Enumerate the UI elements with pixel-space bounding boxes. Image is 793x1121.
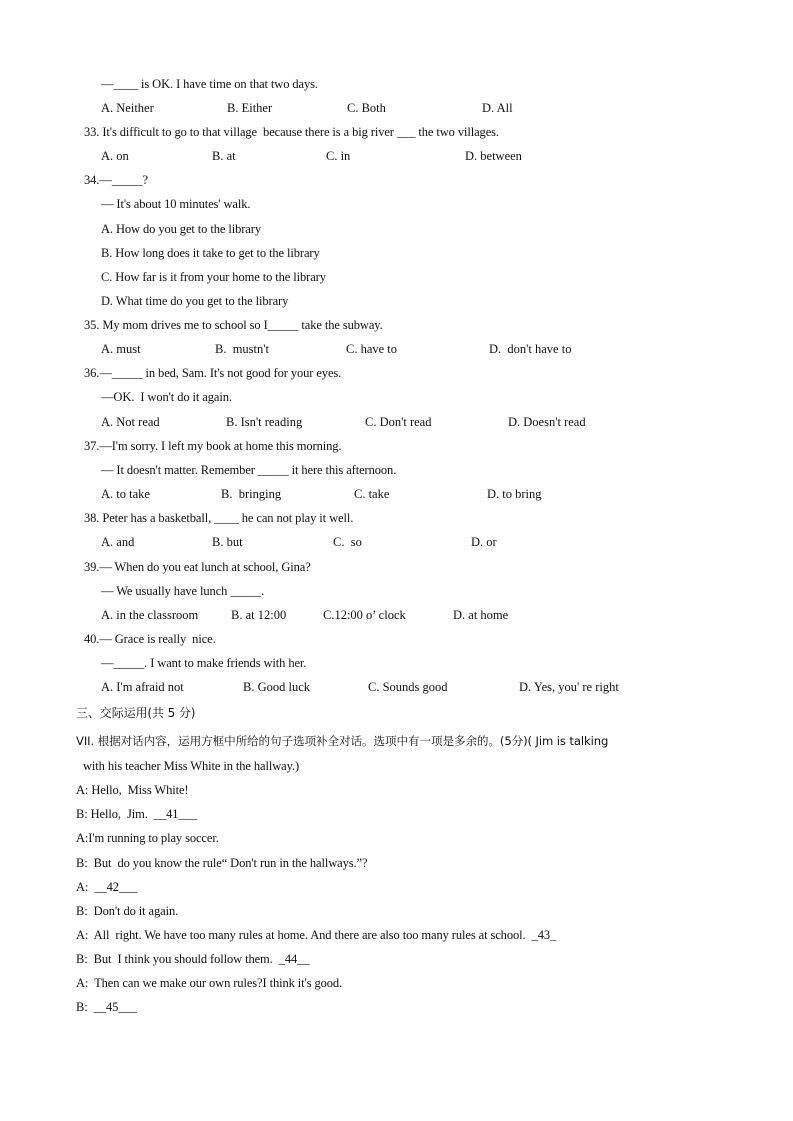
q39-option-a: A. in the classroom xyxy=(101,608,199,622)
q39-option-c: C.12:00 o’ clock xyxy=(323,608,406,622)
section-instruction-line-1: VII. 根据对话内容，运用方框中所给的句子选项补全对话。选项中有一项是多余的。(5分)( Jim is talking xyxy=(76,734,609,748)
q32-option-d: D. All xyxy=(482,101,513,115)
q35-option-d: D. don't have to xyxy=(489,342,572,356)
q38-option-b: B. but xyxy=(212,535,243,549)
q40-option-d: D. Yes, you' re right xyxy=(519,680,619,694)
q39-reply: — We usually have lunch _____. xyxy=(101,584,265,598)
answer-blank-45[interactable]: __45___ xyxy=(93,1000,137,1014)
q33-option-d: D. between xyxy=(465,149,522,163)
dialogue-line: B: Hello, Jim. __41___ xyxy=(76,807,197,821)
q39-option-d: D. at home xyxy=(453,608,509,622)
dialogue-line: B: __45___ xyxy=(76,1000,137,1014)
q40-reply: —_____. I want to make friends with her. xyxy=(101,656,307,670)
q36-stem: 36.—_____ in bed, Sam. It's not good for your eyes. xyxy=(84,366,342,380)
q37-option-b: B. bringing xyxy=(221,487,282,501)
q33-option-a: A. on xyxy=(101,149,129,163)
q37-option-c: C. take xyxy=(354,487,390,501)
q36-option-d: D. Doesn't read xyxy=(508,415,586,429)
dialogue-line: B: But do you know the rule“ Don't run in the hallways.”? xyxy=(76,856,368,870)
q40-option-a: A. I'm afraid not xyxy=(101,680,184,694)
q33-stem: 33. It's difficult to go to that village because there is a big river ___ the two villages. xyxy=(84,125,499,139)
q37-reply: — It doesn't matter. Remember _____ it here this afternoon. xyxy=(101,463,397,477)
q32-option-c: C. Both xyxy=(347,101,386,115)
answer-blank-43[interactable]: _43_ xyxy=(531,928,557,942)
q38-option-c: C. so xyxy=(333,535,362,549)
answer-blank-44[interactable]: _44__ xyxy=(278,952,310,966)
q32-option-b: B. Either xyxy=(227,101,273,115)
q35-stem: 35. My mom drives me to school so I_____ take the subway. xyxy=(84,318,383,332)
q32-answer-line: —____ is OK. I have time on that two days. xyxy=(101,77,318,91)
dialogue-line: B: But I think you should follow them. _44__ xyxy=(76,952,310,966)
q40-option-c: C. Sounds good xyxy=(368,680,448,694)
q34-option-a: A. How do you get to the library xyxy=(101,222,261,236)
q38-option-a: A. and xyxy=(101,535,135,549)
section-instruction-line-2: with his teacher Miss White in the hallway.) xyxy=(83,759,300,773)
q34-option-c: C. How far is it from your home to the library xyxy=(101,270,326,284)
q34-option-b: B. How long does it take to get to the library xyxy=(101,246,320,260)
q34-reply: — It's about 10 minutes' walk. xyxy=(101,197,251,211)
q36-option-a: A. Not read xyxy=(101,415,160,429)
q37-stem: 37.—I'm sorry. I left my book at home this morning. xyxy=(84,439,342,453)
dialogue-line: A: All right. We have too many rules at home. And there are also too many rules at school. _43_ xyxy=(76,928,557,942)
q33-option-c: C. in xyxy=(326,149,351,163)
q34-option-d: D. What time do you get to the library xyxy=(101,294,289,308)
q35-option-c: C. have to xyxy=(346,342,398,356)
section-heading: 三、交际运用(共 5 分) xyxy=(76,706,196,720)
dialogue-line: A:I'm running to play soccer. xyxy=(76,831,219,845)
dialogue-line: A: Hello, Miss White! xyxy=(76,783,189,797)
q33-option-b: B. at xyxy=(212,149,236,163)
answer-blank-42[interactable]: __42___ xyxy=(94,880,138,894)
dialogue-line: A: __42___ xyxy=(76,880,138,894)
dialogue-line: B: Don't do it again. xyxy=(76,904,179,918)
dialogue-line: A: Then can we make our own rules?I think it's good. xyxy=(76,976,343,990)
q39-option-b: B. at 12:00 xyxy=(231,608,287,622)
q36-option-b: B. Isn't reading xyxy=(226,415,303,429)
q39-stem: 39.— When do you eat lunch at school, Gina? xyxy=(84,560,311,574)
q35-option-b: B. mustn't xyxy=(215,342,269,356)
q40-option-b: B. Good luck xyxy=(243,680,311,694)
q35-option-a: A. must xyxy=(101,342,141,356)
q32-option-a: A. Neither xyxy=(101,101,154,115)
q38-option-d: D. or xyxy=(471,535,497,549)
q40-stem: 40.— Grace is really nice. xyxy=(84,632,216,646)
q38-stem: 38. Peter has a basketball, ____ he can not play it well. xyxy=(84,511,354,525)
q36-option-c: C. Don't read xyxy=(365,415,432,429)
q36-reply: —OK. I won't do it again. xyxy=(101,390,232,404)
q37-option-a: A. to take xyxy=(101,487,150,501)
answer-blank-41[interactable]: __41___ xyxy=(153,807,197,821)
q37-option-d: D. to bring xyxy=(487,487,542,501)
q34-stem: 34.—_____? xyxy=(84,173,148,187)
